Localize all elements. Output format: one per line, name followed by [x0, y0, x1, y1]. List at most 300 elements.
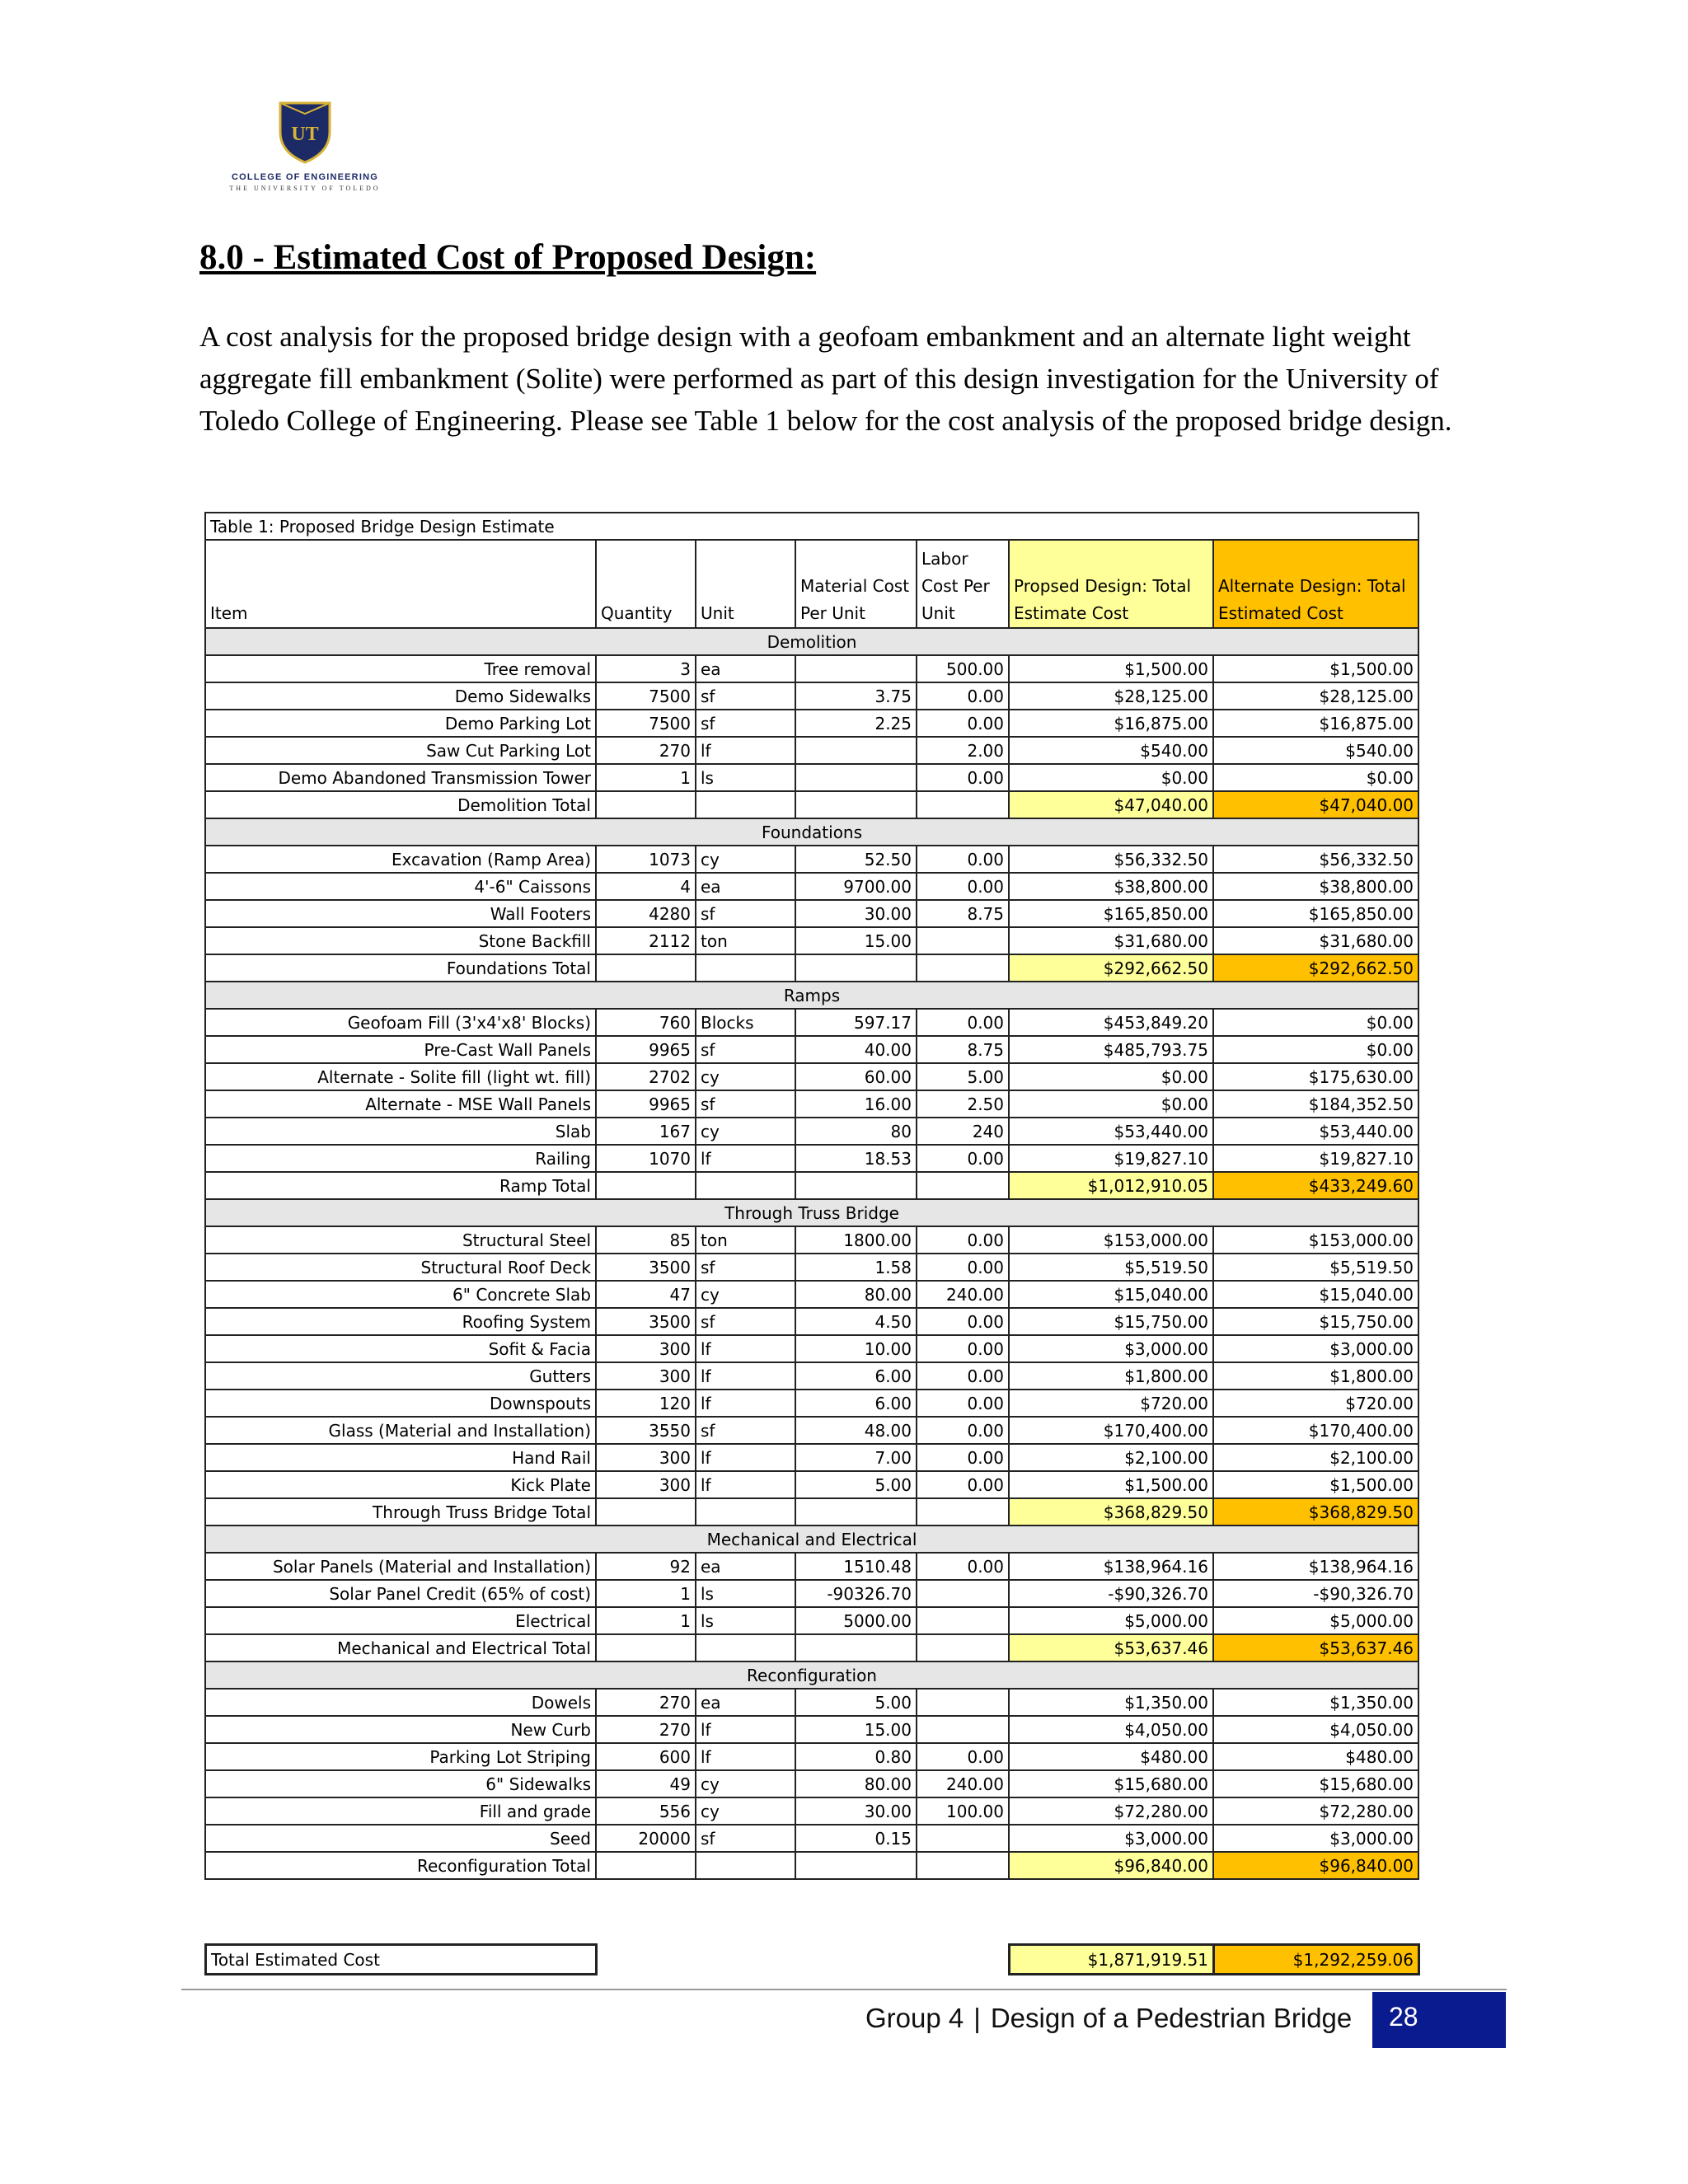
cell-unit: lf: [696, 737, 795, 764]
cell-proposed-total: $1,350.00: [1009, 1689, 1213, 1716]
cell-unit: cy: [696, 1063, 795, 1090]
cell-proposed-total: $153,000.00: [1009, 1226, 1213, 1254]
cell-proposed-total: $15,040.00: [1009, 1281, 1213, 1308]
empty-cell: [917, 1852, 1009, 1879]
cell-alternate-total: $53,440.00: [1213, 1118, 1418, 1145]
cell-proposed-total: $0.00: [1009, 764, 1213, 791]
cell-material-cost: 16.00: [795, 1090, 917, 1118]
cell-proposed-total: $1,500.00: [1009, 655, 1213, 682]
cell-alternate-total: $1,800.00: [1213, 1362, 1418, 1390]
cell-quantity: 4280: [596, 900, 696, 927]
table-row: [205, 1607, 1418, 1634]
section-total-label: Through Truss Bridge Total: [205, 1498, 596, 1526]
cell-labor-cost: 8.75: [917, 900, 1009, 927]
table-row: [205, 1090, 1418, 1118]
cell-labor-cost: [917, 1716, 1009, 1743]
cell-labor-cost: [917, 1689, 1009, 1716]
cell-alternate-total: $3,000.00: [1213, 1825, 1418, 1852]
cell-item: Kick Plate: [205, 1471, 596, 1498]
cell-quantity: 3550: [596, 1417, 696, 1444]
section-header-row: [205, 818, 1418, 846]
cell-quantity: 270: [596, 737, 696, 764]
section-total-row: [205, 1634, 1418, 1661]
college-name: COLLEGE OF ENGINEERING: [232, 172, 378, 182]
cell-material-cost: 80.00: [795, 1281, 917, 1308]
cell-quantity: 300: [596, 1444, 696, 1471]
cell-item: Hand Rail: [205, 1444, 596, 1471]
table-row: [205, 1553, 1418, 1580]
cell-quantity: 4: [596, 873, 696, 900]
empty-cell: [596, 1852, 696, 1879]
cell-alternate-total: $15,040.00: [1213, 1281, 1418, 1308]
section-name: Demolition: [205, 628, 1418, 655]
cell-labor-cost: 240: [917, 1118, 1009, 1145]
cell-quantity: 49: [596, 1770, 696, 1797]
cell-quantity: 3500: [596, 1308, 696, 1335]
cell-labor-cost: 100.00: [917, 1797, 1009, 1825]
cell-quantity: 600: [596, 1743, 696, 1770]
cell-material-cost: 52.50: [795, 846, 917, 873]
section-name: Through Truss Bridge: [205, 1199, 1418, 1226]
cell-proposed-total: $138,964.16: [1009, 1553, 1213, 1580]
cell-material-cost: 10.00: [795, 1335, 917, 1362]
cell-proposed-total: $3,000.00: [1009, 1335, 1213, 1362]
empty-cell: [696, 954, 795, 982]
cell-unit: sf: [696, 682, 795, 710]
cell-quantity: 2112: [596, 927, 696, 954]
cell-material-cost: 1.58: [795, 1254, 917, 1281]
intro-paragraph: A cost analysis for the proposed bridge design with a geofoam embankment and an alternate light weight aggregate fill embankment (Solite) were performed as part of this design investigation for the University of Toledo College of Engineering. Please see Table 1 below for the cost analysis of the proposed bridge design.: [199, 321, 1452, 437]
university-name: THE UNIVERSITY OF TOLEDO: [229, 185, 381, 192]
cell-alternate-total: $56,332.50: [1213, 846, 1418, 873]
table-row: [205, 1417, 1418, 1444]
section-total-alternate: $53,637.46: [1213, 1634, 1418, 1661]
footer-separator: |: [973, 2003, 981, 2033]
empty-cell: [917, 954, 1009, 982]
cell-item: Downspouts: [205, 1390, 596, 1417]
cell-material-cost: 6.00: [795, 1362, 917, 1390]
cell-material-cost: -90326.70: [795, 1580, 917, 1607]
cell-material-cost: 80: [795, 1118, 917, 1145]
cell-item: Alternate - Solite fill (light wt. fill): [205, 1063, 596, 1090]
empty-cell: [917, 1172, 1009, 1199]
section-total-alternate: $368,829.50: [1213, 1498, 1418, 1526]
cell-proposed-total: $0.00: [1009, 1090, 1213, 1118]
empty-cell: [696, 791, 795, 818]
cell-quantity: 47: [596, 1281, 696, 1308]
cell-unit: ea: [696, 655, 795, 682]
cell-proposed-total: $165,850.00: [1009, 900, 1213, 927]
section-name: Ramps: [205, 982, 1418, 1009]
cell-proposed-total: $453,849.20: [1009, 1009, 1213, 1036]
table-row: [205, 1226, 1418, 1254]
cell-quantity: 556: [596, 1797, 696, 1825]
page-footer: [865, 2003, 1352, 2034]
cell-proposed-total: $720.00: [1009, 1390, 1213, 1417]
cell-unit: ton: [696, 1226, 795, 1254]
section-total-proposed: $96,840.00: [1009, 1852, 1213, 1879]
cell-item: Slab: [205, 1118, 596, 1145]
cell-material-cost: 597.17: [795, 1009, 917, 1036]
cell-material-cost: 6.00: [795, 1390, 917, 1417]
cell-item: Dowels: [205, 1689, 596, 1716]
cell-proposed-total: $56,332.50: [1009, 846, 1213, 873]
cell-proposed-total: $72,280.00: [1009, 1797, 1213, 1825]
section-total-alternate: $292,662.50: [1213, 954, 1418, 982]
empty-cell: [917, 791, 1009, 818]
table-row: [205, 1471, 1418, 1498]
table-row: [205, 1689, 1418, 1716]
cell-unit: sf: [696, 710, 795, 737]
cell-unit: cy: [696, 1797, 795, 1825]
empty-cell: [696, 1634, 795, 1661]
cell-unit: Blocks: [696, 1009, 795, 1036]
cell-proposed-total: -$90,326.70: [1009, 1580, 1213, 1607]
empty-cell: [696, 1498, 795, 1526]
table-row: [205, 710, 1418, 737]
col-header-material: Material Cost Per Unit: [795, 540, 917, 628]
cell-item: Saw Cut Parking Lot: [205, 737, 596, 764]
section-total-proposed: $53,637.46: [1009, 1634, 1213, 1661]
cell-alternate-total: $0.00: [1213, 1036, 1418, 1063]
empty-cell: [596, 1498, 696, 1526]
section-total-row: [205, 1852, 1418, 1879]
empty-cell: [917, 1498, 1009, 1526]
cell-unit: ls: [696, 1607, 795, 1634]
cell-alternate-total: -$90,326.70: [1213, 1580, 1418, 1607]
cell-quantity: 300: [596, 1335, 696, 1362]
cell-alternate-total: $170,400.00: [1213, 1417, 1418, 1444]
section-header-row: [205, 1526, 1418, 1553]
cell-labor-cost: 5.00: [917, 1063, 1009, 1090]
cell-material-cost: 48.00: [795, 1417, 917, 1444]
cell-unit: cy: [696, 1281, 795, 1308]
cell-labor-cost: 0.00: [917, 1444, 1009, 1471]
table-row: [205, 737, 1418, 764]
cell-unit: sf: [696, 1090, 795, 1118]
cell-quantity: 270: [596, 1716, 696, 1743]
empty-cell: [795, 1498, 917, 1526]
table-caption-row: [205, 513, 1418, 540]
cell-item: Structural Roof Deck: [205, 1254, 596, 1281]
empty-cell: [795, 791, 917, 818]
col-header-alternate: Alternate Design: Total Estimated Cost: [1213, 540, 1418, 628]
cell-alternate-total: $15,680.00: [1213, 1770, 1418, 1797]
cell-quantity: 7500: [596, 682, 696, 710]
table-caption: Table 1: Proposed Bridge Design Estimate: [205, 513, 1418, 540]
section-header-row: [205, 1199, 1418, 1226]
cell-labor-cost: 0.00: [917, 1226, 1009, 1254]
table-header-row: [205, 540, 1418, 628]
table-row: [205, 1063, 1418, 1090]
cell-quantity: 3500: [596, 1254, 696, 1281]
cell-item: 6" Sidewalks: [205, 1770, 596, 1797]
cell-unit: ea: [696, 1689, 795, 1716]
table-row: [205, 1770, 1418, 1797]
cell-unit: sf: [696, 1417, 795, 1444]
cell-alternate-total: $31,680.00: [1213, 927, 1418, 954]
cell-alternate-total: $0.00: [1213, 764, 1418, 791]
table-row: [205, 1009, 1418, 1036]
cell-material-cost: 30.00: [795, 1797, 917, 1825]
section-total-proposed: $292,662.50: [1009, 954, 1213, 982]
table-row: [205, 1825, 1418, 1852]
cell-item: Stone Backfill: [205, 927, 596, 954]
cell-alternate-total: $4,050.00: [1213, 1716, 1418, 1743]
grand-total-proposed: $1,871,919.51: [1010, 1945, 1214, 1975]
table-row: [205, 1390, 1418, 1417]
cell-quantity: 270: [596, 1689, 696, 1716]
cell-alternate-total: $38,800.00: [1213, 873, 1418, 900]
section-total-alternate: $433,249.60: [1213, 1172, 1418, 1199]
cell-item: Parking Lot Striping: [205, 1743, 596, 1770]
page-number: 28: [1372, 1992, 1506, 2048]
cell-quantity: 1: [596, 1607, 696, 1634]
section-total-label: Ramp Total: [205, 1172, 596, 1199]
cell-unit: lf: [696, 1716, 795, 1743]
cell-item: Sofit & Facia: [205, 1335, 596, 1362]
cell-proposed-total: $5,519.50: [1009, 1254, 1213, 1281]
cell-material-cost: 0.15: [795, 1825, 917, 1852]
cell-material-cost: 3.75: [795, 682, 917, 710]
table-row: [205, 1444, 1418, 1471]
cell-quantity: 120: [596, 1390, 696, 1417]
section-total-row: [205, 1498, 1418, 1526]
section-header-row: [205, 982, 1418, 1009]
empty-cell: [696, 1852, 795, 1879]
col-header-labor: Labor Cost Per Unit: [917, 540, 1009, 628]
cell-unit: ls: [696, 764, 795, 791]
table-row: [205, 1281, 1418, 1308]
cell-alternate-total: $480.00: [1213, 1743, 1418, 1770]
empty-cell: [795, 1852, 917, 1879]
cell-material-cost: 30.00: [795, 900, 917, 927]
cell-item: Geofoam Fill (3'x4'x8' Blocks): [205, 1009, 596, 1036]
cell-unit: sf: [696, 1308, 795, 1335]
section-name: Reconfiguration: [205, 1661, 1418, 1689]
table-row: [205, 927, 1418, 954]
cell-labor-cost: 8.75: [917, 1036, 1009, 1063]
cell-item: Demo Sidewalks: [205, 682, 596, 710]
cell-quantity: 300: [596, 1362, 696, 1390]
cell-proposed-total: $2,100.00: [1009, 1444, 1213, 1471]
cell-item: Excavation (Ramp Area): [205, 846, 596, 873]
empty-cell: [696, 1172, 795, 1199]
cell-proposed-total: $15,750.00: [1009, 1308, 1213, 1335]
cell-quantity: 85: [596, 1226, 696, 1254]
cell-labor-cost: 2.50: [917, 1090, 1009, 1118]
cell-proposed-total: $16,875.00: [1009, 710, 1213, 737]
cost-estimate-table: [204, 512, 1419, 1880]
cell-labor-cost: 0.00: [917, 1743, 1009, 1770]
cell-labor-cost: 0.00: [917, 1254, 1009, 1281]
cell-material-cost: 5.00: [795, 1471, 917, 1498]
section-total-label: Demolition Total: [205, 791, 596, 818]
cell-alternate-total: $5,000.00: [1213, 1607, 1418, 1634]
cell-unit: ea: [696, 873, 795, 900]
cell-material-cost: 1510.48: [795, 1553, 917, 1580]
cell-alternate-total: $720.00: [1213, 1390, 1418, 1417]
cell-material-cost: 18.53: [795, 1145, 917, 1172]
section-total-alternate: $47,040.00: [1213, 791, 1418, 818]
cell-quantity: 9965: [596, 1090, 696, 1118]
cell-labor-cost: [917, 1825, 1009, 1852]
cell-unit: sf: [696, 1036, 795, 1063]
cell-material-cost: 60.00: [795, 1063, 917, 1090]
cell-quantity: 1: [596, 764, 696, 791]
cell-labor-cost: 0.00: [917, 1308, 1009, 1335]
section-title: 8.0 - Estimated Cost of Proposed Design:: [199, 238, 817, 277]
cell-item: Fill and grade: [205, 1797, 596, 1825]
cell-unit: cy: [696, 1770, 795, 1797]
cell-labor-cost: 0.00: [917, 846, 1009, 873]
cell-proposed-total: $540.00: [1009, 737, 1213, 764]
cell-quantity: 300: [596, 1471, 696, 1498]
cell-proposed-total: $485,793.75: [1009, 1036, 1213, 1063]
cell-alternate-total: $153,000.00: [1213, 1226, 1418, 1254]
cell-unit: sf: [696, 1825, 795, 1852]
cell-labor-cost: 0.00: [917, 1145, 1009, 1172]
empty-cell: [596, 954, 696, 982]
cell-unit: lf: [696, 1145, 795, 1172]
cell-alternate-total: $15,750.00: [1213, 1308, 1418, 1335]
cell-unit: ea: [696, 1553, 795, 1580]
table-row: [205, 1308, 1418, 1335]
empty-cell: [795, 954, 917, 982]
cell-labor-cost: 0.00: [917, 710, 1009, 737]
section-total-row: [205, 1172, 1418, 1199]
table-row: [205, 1145, 1418, 1172]
cell-material-cost: 80.00: [795, 1770, 917, 1797]
cell-item: Solar Panels (Material and Installation): [205, 1553, 596, 1580]
cell-material-cost: 2.25: [795, 710, 917, 737]
cell-unit: sf: [696, 1254, 795, 1281]
footer-group: Group 4: [865, 2003, 964, 2033]
cell-alternate-total: $28,125.00: [1213, 682, 1418, 710]
cell-material-cost: 5.00: [795, 1689, 917, 1716]
cell-material-cost: 7.00: [795, 1444, 917, 1471]
section-total-row: [205, 954, 1418, 982]
cell-labor-cost: 0.00: [917, 1335, 1009, 1362]
cell-item: Wall Footers: [205, 900, 596, 927]
cell-proposed-total: $4,050.00: [1009, 1716, 1213, 1743]
cell-alternate-total: $5,519.50: [1213, 1254, 1418, 1281]
cell-unit: cy: [696, 846, 795, 873]
cell-item: Pre-Cast Wall Panels: [205, 1036, 596, 1063]
cell-material-cost: 1800.00: [795, 1226, 917, 1254]
table-row: [205, 655, 1418, 682]
section-total-label: Reconfiguration Total: [205, 1852, 596, 1879]
table-row: [205, 1716, 1418, 1743]
cell-material-cost: 5000.00: [795, 1607, 917, 1634]
cell-proposed-total: $28,125.00: [1009, 682, 1213, 710]
cell-quantity: 1073: [596, 846, 696, 873]
section-total-row: [205, 791, 1418, 818]
cell-proposed-total: $480.00: [1009, 1743, 1213, 1770]
section-total-proposed: $1,012,910.05: [1009, 1172, 1213, 1199]
table-row: [205, 873, 1418, 900]
college-logo: [206, 99, 404, 194]
ut-shield-icon: [276, 99, 334, 165]
cell-alternate-total: $1,350.00: [1213, 1689, 1418, 1716]
cell-item: Gutters: [205, 1362, 596, 1390]
cell-alternate-total: $16,875.00: [1213, 710, 1418, 737]
cell-alternate-total: $72,280.00: [1213, 1797, 1418, 1825]
cell-labor-cost: 0.00: [917, 1009, 1009, 1036]
cell-labor-cost: 0.00: [917, 1417, 1009, 1444]
cell-quantity: 1: [596, 1580, 696, 1607]
cell-alternate-total: $2,100.00: [1213, 1444, 1418, 1471]
cell-item: Seed: [205, 1825, 596, 1852]
cell-alternate-total: $3,000.00: [1213, 1335, 1418, 1362]
cell-labor-cost: [917, 1607, 1009, 1634]
footer-divider: [181, 1989, 1507, 1990]
empty-cell: [917, 1634, 1009, 1661]
cell-item: Demo Parking Lot: [205, 710, 596, 737]
cell-labor-cost: 0.00: [917, 682, 1009, 710]
cell-labor-cost: 0.00: [917, 1362, 1009, 1390]
cell-proposed-total: $1,800.00: [1009, 1362, 1213, 1390]
table-row: [205, 1036, 1418, 1063]
cell-material-cost: 15.00: [795, 1716, 917, 1743]
table-row: [205, 900, 1418, 927]
cell-quantity: 7500: [596, 710, 696, 737]
cell-proposed-total: $31,680.00: [1009, 927, 1213, 954]
section-header-row: [205, 1661, 1418, 1689]
cell-material-cost: [795, 655, 917, 682]
cell-quantity: 760: [596, 1009, 696, 1036]
table-row: [205, 1743, 1418, 1770]
cell-alternate-total: $175,630.00: [1213, 1063, 1418, 1090]
empty-cell: [795, 1172, 917, 1199]
cell-item: Glass (Material and Installation): [205, 1417, 596, 1444]
cell-item: 4'-6" Caissons: [205, 873, 596, 900]
empty-cell: [795, 1634, 917, 1661]
footer-title: Design of a Pedestrian Bridge: [990, 2003, 1353, 2033]
cell-labor-cost: 0.00: [917, 764, 1009, 791]
cell-quantity: 1070: [596, 1145, 696, 1172]
cell-material-cost: 0.80: [795, 1743, 917, 1770]
cell-labor-cost: 240.00: [917, 1281, 1009, 1308]
cell-quantity: 167: [596, 1118, 696, 1145]
cell-item: Roofing System: [205, 1308, 596, 1335]
cell-item: 6" Concrete Slab: [205, 1281, 596, 1308]
cell-alternate-total: $165,850.00: [1213, 900, 1418, 927]
cell-labor-cost: 0.00: [917, 1471, 1009, 1498]
cell-item: Demo Abandoned Transmission Tower: [205, 764, 596, 791]
cell-material-cost: [795, 764, 917, 791]
cell-quantity: 9965: [596, 1036, 696, 1063]
table-row: [205, 682, 1418, 710]
cell-item: Structural Steel: [205, 1226, 596, 1254]
cell-unit: lf: [696, 1471, 795, 1498]
table-row: [205, 1580, 1418, 1607]
cell-labor-cost: 500.00: [917, 655, 1009, 682]
empty-cell: [596, 1172, 696, 1199]
grand-total-label: Total Estimated Cost: [206, 1945, 597, 1975]
cell-proposed-total: $15,680.00: [1009, 1770, 1213, 1797]
col-header-quantity: Quantity: [596, 540, 696, 628]
cell-material-cost: 40.00: [795, 1036, 917, 1063]
cell-labor-cost: [917, 927, 1009, 954]
cell-unit: lf: [696, 1390, 795, 1417]
cell-material-cost: [795, 737, 917, 764]
grand-total-table: [204, 1943, 1420, 1975]
cell-proposed-total: $53,440.00: [1009, 1118, 1213, 1145]
cell-unit: lf: [696, 1362, 795, 1390]
cell-unit: lf: [696, 1743, 795, 1770]
cell-unit: cy: [696, 1118, 795, 1145]
